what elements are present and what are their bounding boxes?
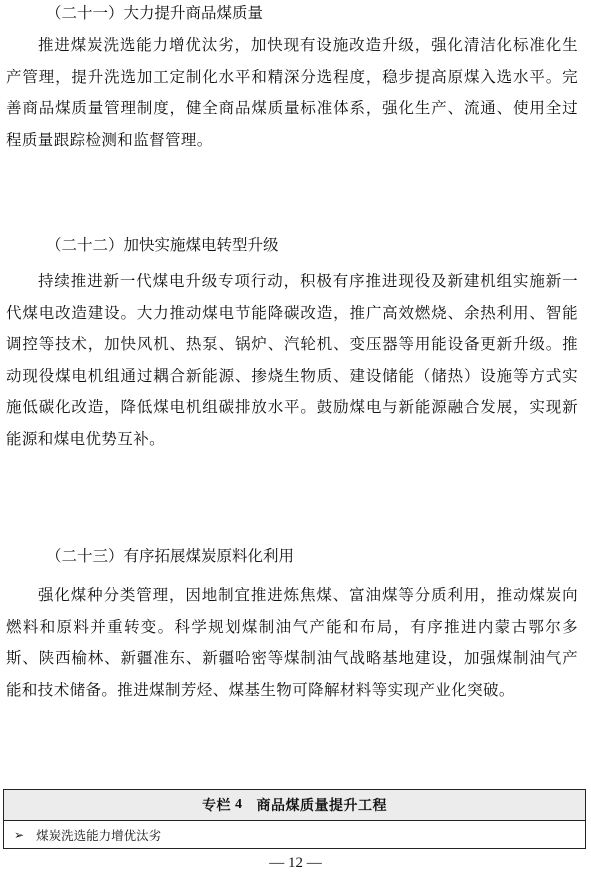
column-box-prefix: 专栏 <box>202 798 231 814</box>
page-number: — 12 — <box>269 855 322 871</box>
column-box-number: 4 <box>235 797 243 812</box>
section-21-paragraph: 推进煤炭洗选能力增优汰劣，加快现有设施改造升级，强化清洁化标准化生产管理，提升洗选加工定制化水平和精深分选程度，稳步提高原煤入选水平。完善商品煤质量管理制度，健全商品煤质量标准体系，强化生产、流通、使用全过程质量跟踪检测和监督管理。 <box>6 36 578 149</box>
section-23-heading: （二十三）有序拓展煤炭原料化利用 <box>46 547 295 565</box>
column-box-item-text: 煤炭洗选能力增优汰劣 <box>36 828 162 843</box>
column-box <box>3 789 586 849</box>
section-22-heading: （二十二）加快实施煤电转型升级 <box>46 236 279 254</box>
column-box-title-text: 商品煤质量提升工程 <box>256 798 387 814</box>
column-box-item <box>4 821 585 849</box>
section-22-paragraph: 持续推进新一代煤电升级专项行动，积极有序推进现役及新建机组实施新一代煤电改造建设。大力推动煤电节能降碳改造，推广高效燃烧、余热利用、智能调控等技术，加快风机、热泵、锅炉、汽轮机、变压器等用能设备更新升级。推动现役煤电机组通过耦合新能源、掺烧生物质、建设储能（储热）设施等方式实施低碳化改造，降低煤电机组碳排放水平。鼓励煤电与新能源融合发展，实现新能源和煤电优势互补。 <box>6 272 578 448</box>
section-21-heading: （二十一）大力提升商品煤质量 <box>46 4 264 22</box>
column-box-title <box>4 790 585 821</box>
arrow-right-icon: ➢ <box>14 828 25 842</box>
section-23-paragraph: 强化煤种分类管理，因地制宜推进炼焦煤、富油煤等分质利用，推动煤炭向燃料和原料并重转变。科学规划煤制油气产能和布局，有序推进内蒙古鄂尔多斯、陕西榆林、新疆准东、新疆哈密等煤制油气战略基地建设，加强煤制油气产能和技术储备。推进煤制芳烃、煤基生物可降解材料等实现产业化突破。 <box>6 586 578 699</box>
